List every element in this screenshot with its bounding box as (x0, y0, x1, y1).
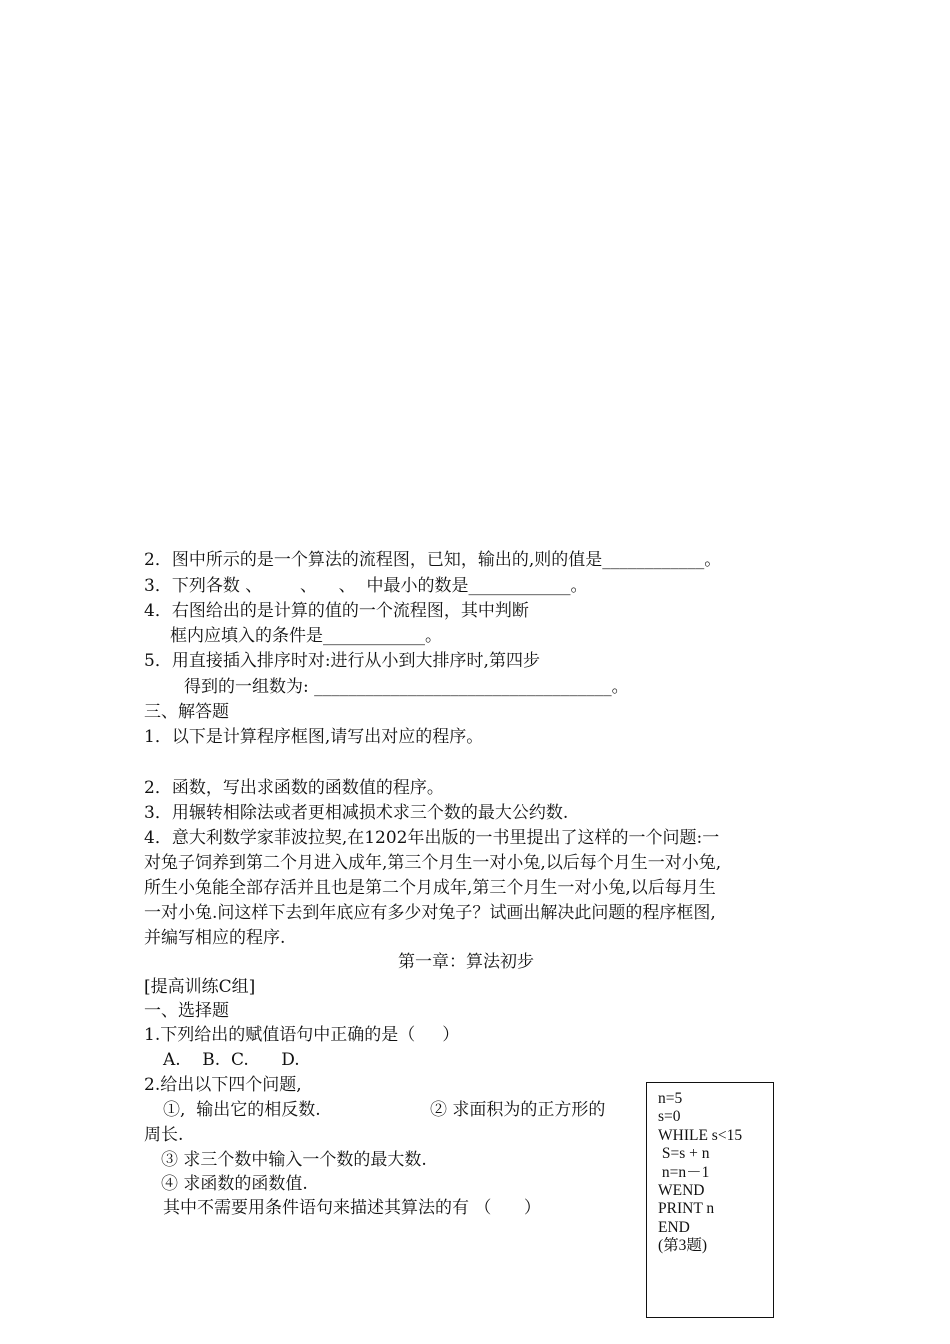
fill-in-q4-line1: 4．右图给出的是计算的值的一个流程图，其中判断 (144, 601, 529, 621)
choice-q2-intro: 2.给出以下四个问题, (144, 1075, 302, 1095)
answer-q2: 2．函数，写出求函数的函数值的程序。 (144, 778, 444, 798)
answer-q4-line: 4．意大利数学家菲波拉契,在1202年出版的一书里提出了这样的一个问题:一 (144, 828, 720, 848)
answer-q4-line: 一对小兔.问这样下去到年底应有多少对兔子？试画出解决此问题的程序框图, (144, 903, 716, 923)
fill-in-q4-line2: 框内应填入的条件是____________。 (170, 626, 442, 646)
choice-q2-item3: ③ 求三个数中输入一个数的最大数. (161, 1150, 427, 1170)
code-line: END (658, 1218, 690, 1236)
code-line: S=s + n (658, 1145, 710, 1163)
choice-q2-item4: ④ 求函数的函数值. (161, 1174, 308, 1194)
choice-section-heading: 一、选择题 (144, 1001, 229, 1021)
choice-q1-options: A. B. C. D. (163, 1050, 300, 1070)
code-caption: (第3题) (658, 1237, 708, 1255)
answer-section-heading: 三、解答题 (144, 702, 229, 722)
answer-q4-line: 对兔子饲养到第二个月进入成年,第三个月生一对小兔,以后每个月生一对小兔, (144, 853, 722, 873)
fill-in-q5-line1: 5．用直接插入排序时对:进行从小到大排序时,第四步 (144, 651, 540, 671)
code-line: n=n－1 (658, 1163, 710, 1181)
fill-in-q2: 2．图中所示的是一个算法的流程图，已知，输出的,则的值是____________。 (144, 550, 722, 570)
fill-in-q5-line2: 得到的一组数为: ___________________________________。 (184, 677, 629, 697)
choice-q2-question: 其中不需要用条件语句来描述其算法的有 （ ） (163, 1198, 541, 1218)
choice-q2-item2-cont: 周长. (144, 1125, 184, 1145)
code-line: WHILE s<15 (658, 1126, 743, 1144)
answer-q3: 3．用辗转相除法或者更相减损术求三个数的最大公约数. (144, 803, 569, 823)
code-line: WEND (658, 1182, 705, 1200)
answer-q4-line: 所生小兔能全部存活并且也是第二个月成年,第三个月生一对小兔,以后每月生 (144, 878, 716, 898)
answer-q4-line: 并编写相应的程序. (144, 928, 286, 948)
choice-q1: 1.下列给出的赋值语句中正确的是（ ） (144, 1025, 460, 1045)
choice-q2-item1: ①, 输出它的相反数. (163, 1100, 321, 1120)
fill-in-q3: 3．下列各数 、 、 、 中最小的数是____________。 (144, 576, 588, 596)
group-label: [提高训练C组] (144, 977, 256, 997)
code-line: n=5 (658, 1090, 683, 1107)
program-code-box (646, 1082, 774, 1318)
choice-q2-item2: ② 求面积为的正方形的 (430, 1100, 606, 1120)
code-line: s=0 (658, 1108, 681, 1126)
answer-q1: 1．以下是计算程序框图,请写出对应的程序。 (144, 727, 484, 747)
chapter-title: 第一章：算法初步 (398, 952, 534, 972)
code-line: PRINT n (658, 1200, 715, 1218)
